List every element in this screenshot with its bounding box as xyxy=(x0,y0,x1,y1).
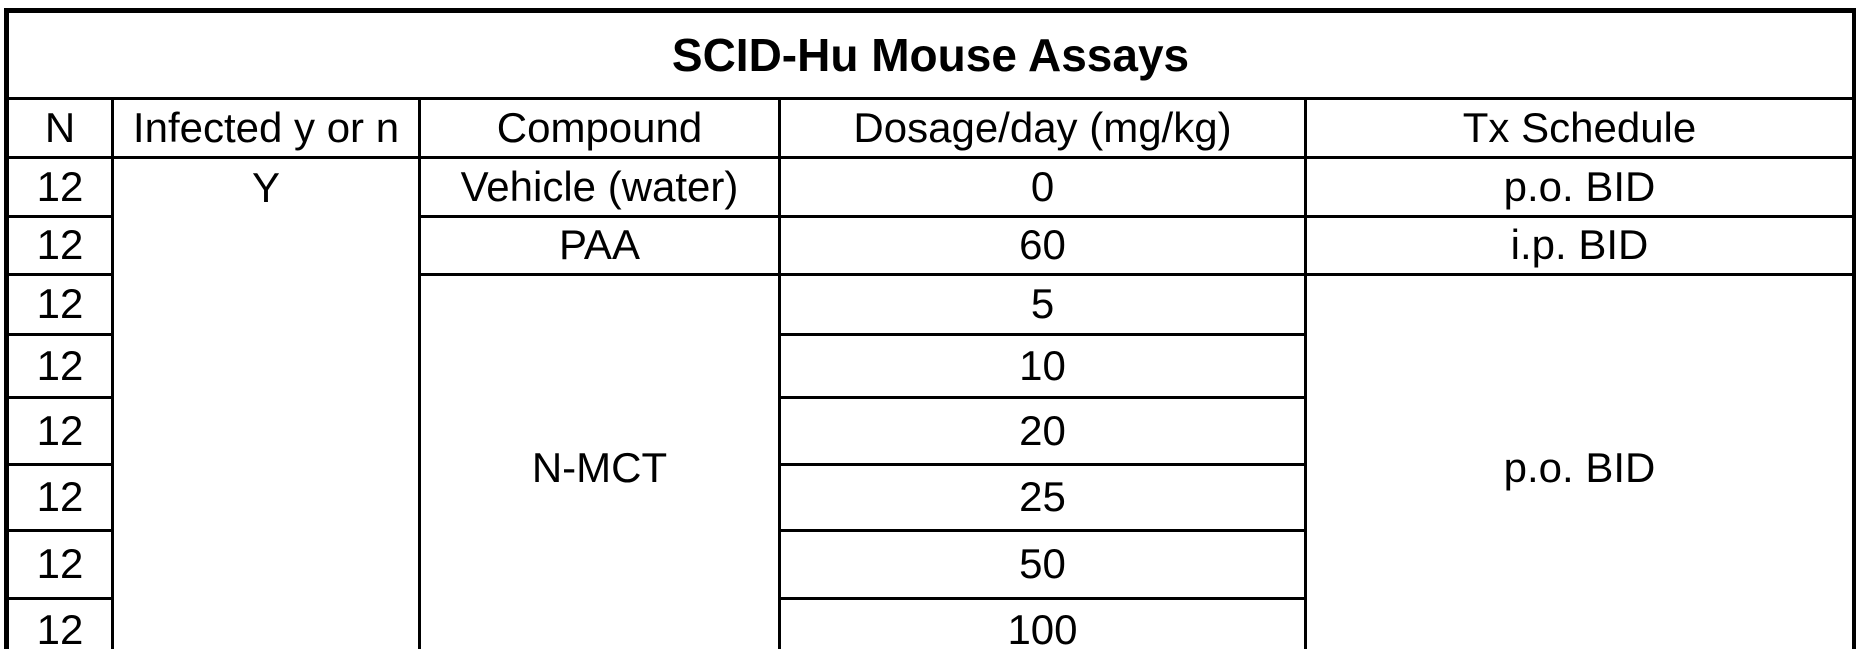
cell-n-2: 12 xyxy=(7,217,113,275)
cell-compound-merged: N-MCT xyxy=(420,275,780,649)
cell-dosage-3: 5 xyxy=(780,275,1306,335)
col-header-dosage: Dosage/day (mg/kg) xyxy=(780,99,1306,158)
col-header-compound: Compound xyxy=(420,99,780,158)
cell-dosage-5: 20 xyxy=(780,398,1306,465)
header-row xyxy=(7,99,1855,158)
cell-n-5: 12 xyxy=(7,398,113,465)
cell-dosage-2: 60 xyxy=(780,217,1306,275)
cell-tx-merged: p.o. BID xyxy=(1306,275,1855,649)
cell-n-7: 12 xyxy=(7,531,113,599)
cell-n-8: 12 xyxy=(7,599,113,649)
cell-infected-merged: Y xyxy=(113,158,420,649)
cell-compound-2: PAA xyxy=(420,217,780,275)
cell-tx-1: p.o. BID xyxy=(1306,158,1855,217)
cell-dosage-8: 100 xyxy=(780,599,1306,649)
cell-n-3: 12 xyxy=(7,275,113,335)
title-row xyxy=(7,11,1855,99)
col-header-tx: Tx Schedule xyxy=(1306,99,1855,158)
cell-dosage-1: 0 xyxy=(780,158,1306,217)
scid-hu-mouse-assays-table xyxy=(4,8,1856,649)
cell-dosage-4: 10 xyxy=(780,335,1306,398)
table-row xyxy=(7,158,1855,217)
table-title: SCID-Hu Mouse Assays xyxy=(7,11,1855,99)
cell-n-1: 12 xyxy=(7,158,113,217)
cell-dosage-7: 50 xyxy=(780,531,1306,599)
cell-n-6: 12 xyxy=(7,465,113,531)
col-header-infected: Infected y or n xyxy=(113,99,420,158)
cell-dosage-6: 25 xyxy=(780,465,1306,531)
cell-tx-2: i.p. BID xyxy=(1306,217,1855,275)
cell-n-4: 12 xyxy=(7,335,113,398)
cell-compound-1: Vehicle (water) xyxy=(420,158,780,217)
col-header-n: N xyxy=(7,99,113,158)
